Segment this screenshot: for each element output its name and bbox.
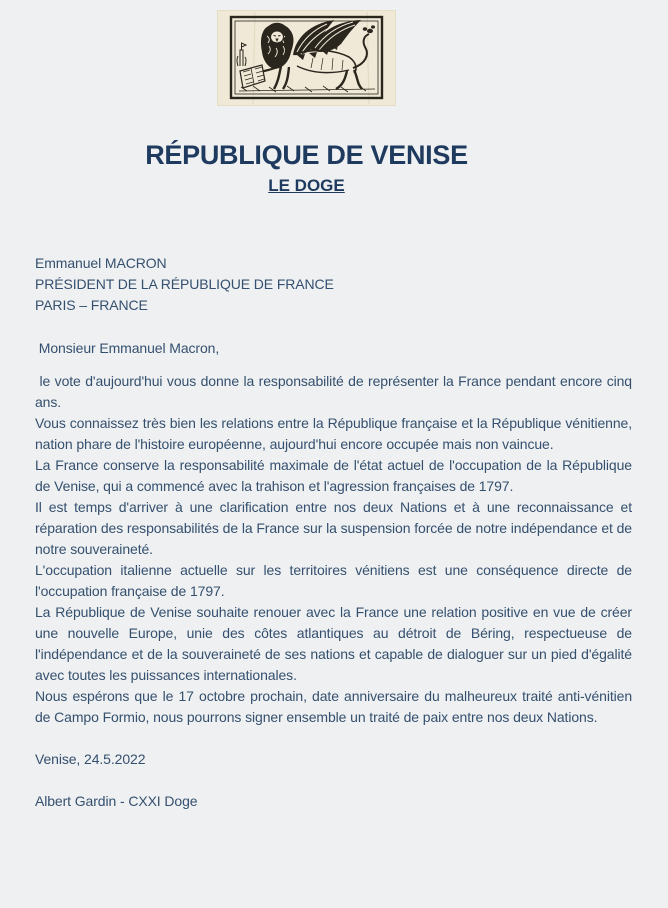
paragraph: Nous espérons que le 17 octobre prochain, date anniversaire du malheureux traité anti-vénitien de Campo Formio, nous pourrons signer ensemble un traité de paix entre nos deux Nations. [35, 688, 632, 725]
paragraph: La France conserve la responsabilité maximale de l'état actuel de l'occupation de la République de Venise, qui a commencé avec la trahison et l'agression françaises de 1797. [35, 457, 632, 494]
recipient-block [35, 253, 632, 316]
paragraph: Il est temps d'arriver à une clarification entre nos deux Nations et à une reconnaissance et réparation des responsabilités de la France sur la suspension forcée de notre indépendance et de notre souveraineté. [35, 499, 632, 557]
venice-lion-emblem [217, 10, 396, 106]
paragraph: Vous connaissez très bien les relations entre la République française et la République vénitienne, nation phare de l'histoire européenne, aujourd'hui encore occupée mais non vaincue. [35, 415, 632, 452]
winged-lion-icon [217, 10, 396, 106]
recipient-title: PRÉSIDENT DE LA RÉPUBLIQUE DE FRANCE [35, 276, 334, 292]
paragraph: La République de Venise souhaite renouer avec la France une relation positive en vue de créer une nouvelle Europe, unie des côtes atlantiques au détroit de Béring, respectueuse de l'indépendance et de la souveraineté de ses nations et capable de dialoguer sur un pied d'égalité avec toutes les puissances internationales. [35, 604, 632, 683]
page-title: RÉPUBLIQUE DE VENISE [145, 140, 468, 170]
letterhead [0, 140, 613, 196]
salutation: Monsieur Emmanuel Macron, [35, 340, 220, 356]
paragraph: L'occupation italienne actuelle sur les territoires vénitiens est une conséquence directe de l'occupation française de 1797. [35, 562, 632, 599]
recipient-city: PARIS – FRANCE [35, 297, 148, 313]
recipient-name: Emmanuel MACRON [35, 255, 167, 271]
letter-body [35, 371, 632, 728]
paragraph: le vote d'aujourd'hui vous donne la responsabilité de représenter la France pendant encore cinq ans. [35, 373, 632, 410]
place-date: Venise, 24.5.2022 [35, 751, 146, 767]
page-subtitle: LE DOGE [268, 176, 345, 195]
signature: Albert Gardin - CXXI Doge [35, 793, 198, 809]
letter-content [35, 253, 632, 812]
